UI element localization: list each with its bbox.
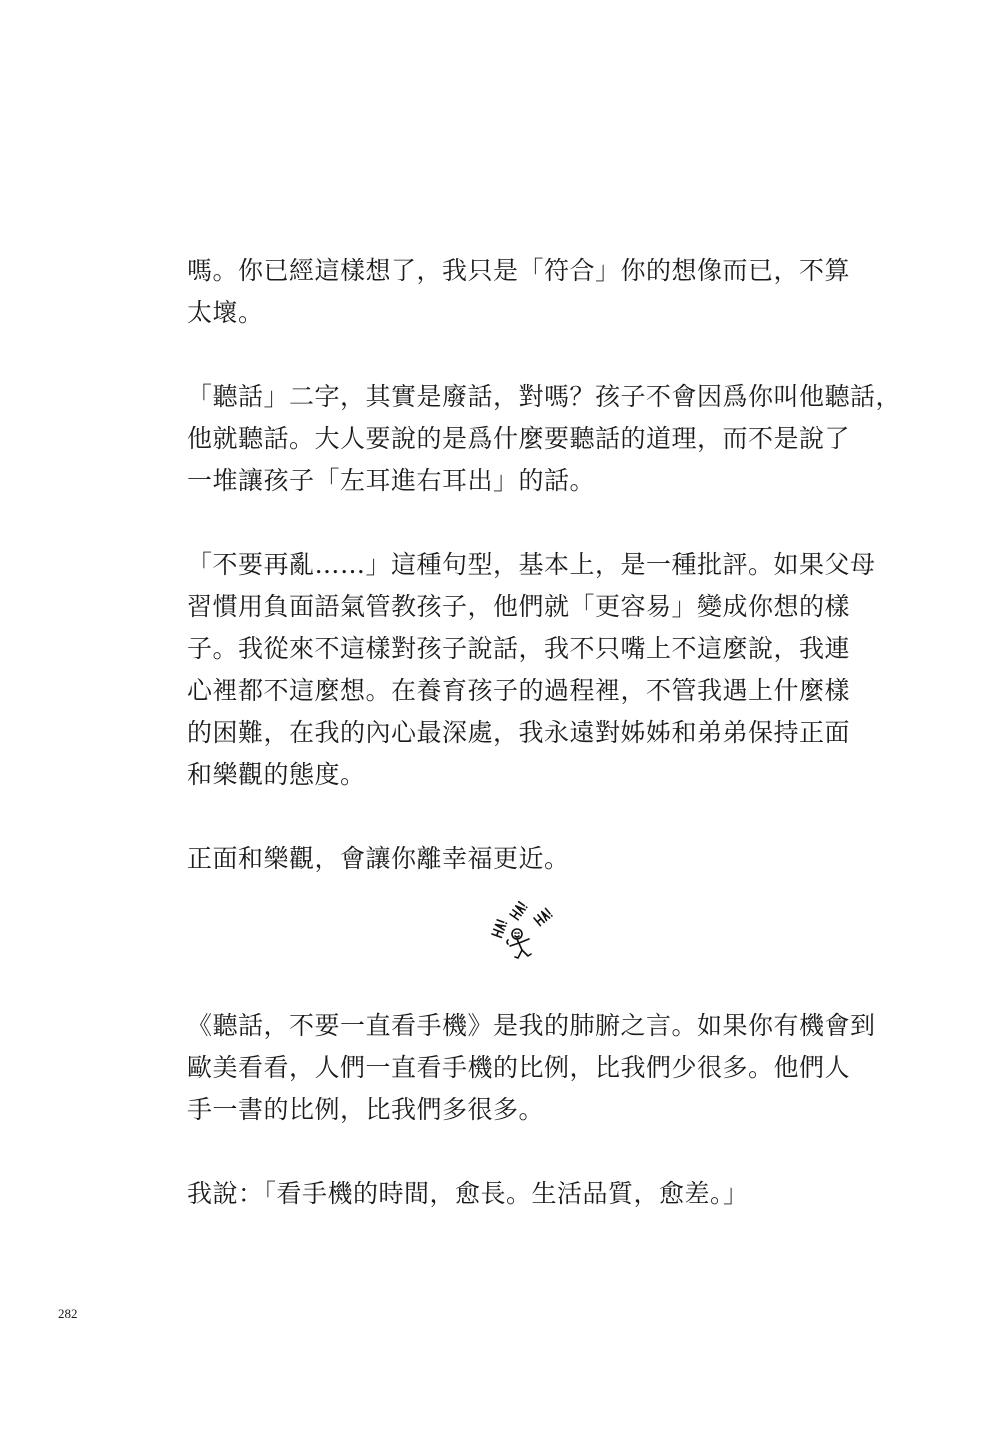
text-line: 我說：「看手機的時間，愈長。生活品質，愈差。」	[187, 1179, 749, 1208]
text-line: 子。我從來不這樣對孩子說話，我不只嘴上不這麼說，我連	[187, 634, 851, 663]
text-line: 太壞。	[187, 298, 264, 327]
text-line: 歐美看看，人們一直看手機的比例，比我們少很多。他們人	[187, 1053, 851, 1082]
paragraph	[187, 250, 867, 334]
paragraph	[187, 838, 867, 880]
body-text-bottom	[187, 1005, 876, 1215]
text-line: 的困難，在我的內心最深處，我永遠對姊姊和弟弟保持正面	[187, 718, 851, 747]
page-number: 282	[58, 1306, 78, 1321]
text-line: 「聽話」二字，其實是廢話，對嗎？孩子不會因爲你叫他聽話，	[187, 382, 902, 411]
paragraph	[187, 1005, 876, 1131]
text-line: 《聽話，不要一直看手機》是我的肺腑之言。如果你有機會到	[187, 1011, 876, 1040]
text-line: 他就聽話。大人要說的是爲什麼要聽話的道理，而不是說了	[187, 424, 851, 453]
paragraph	[187, 544, 876, 796]
text-line: 正面和樂觀，會讓你離幸福更近。	[187, 844, 570, 873]
text-line: 心裡都不這麼想。在養育孩子的過程裡，不管我遇上什麼樣	[187, 676, 851, 705]
laughing-stick-figure-icon	[484, 896, 562, 962]
paragraph	[187, 1173, 867, 1215]
text-line: 嗎。你已經這樣想了，我只是「符合」你的想像而已，不算	[187, 256, 851, 285]
text-line: 習慣用負面語氣管教孩子，他們就「更容易」變成你想的樣	[187, 592, 851, 621]
text-line: 和樂觀的態度。	[187, 760, 366, 789]
text-line: 「不要再亂……」這種句型，基本上，是一種批評。如果父母	[187, 550, 876, 579]
paragraph	[187, 376, 902, 502]
text-line: 一堆讓孩子「左耳進右耳出」的話。	[187, 466, 596, 495]
text-line: 手一書的比例，比我們多很多。	[187, 1095, 545, 1124]
body-text-top	[187, 250, 902, 880]
